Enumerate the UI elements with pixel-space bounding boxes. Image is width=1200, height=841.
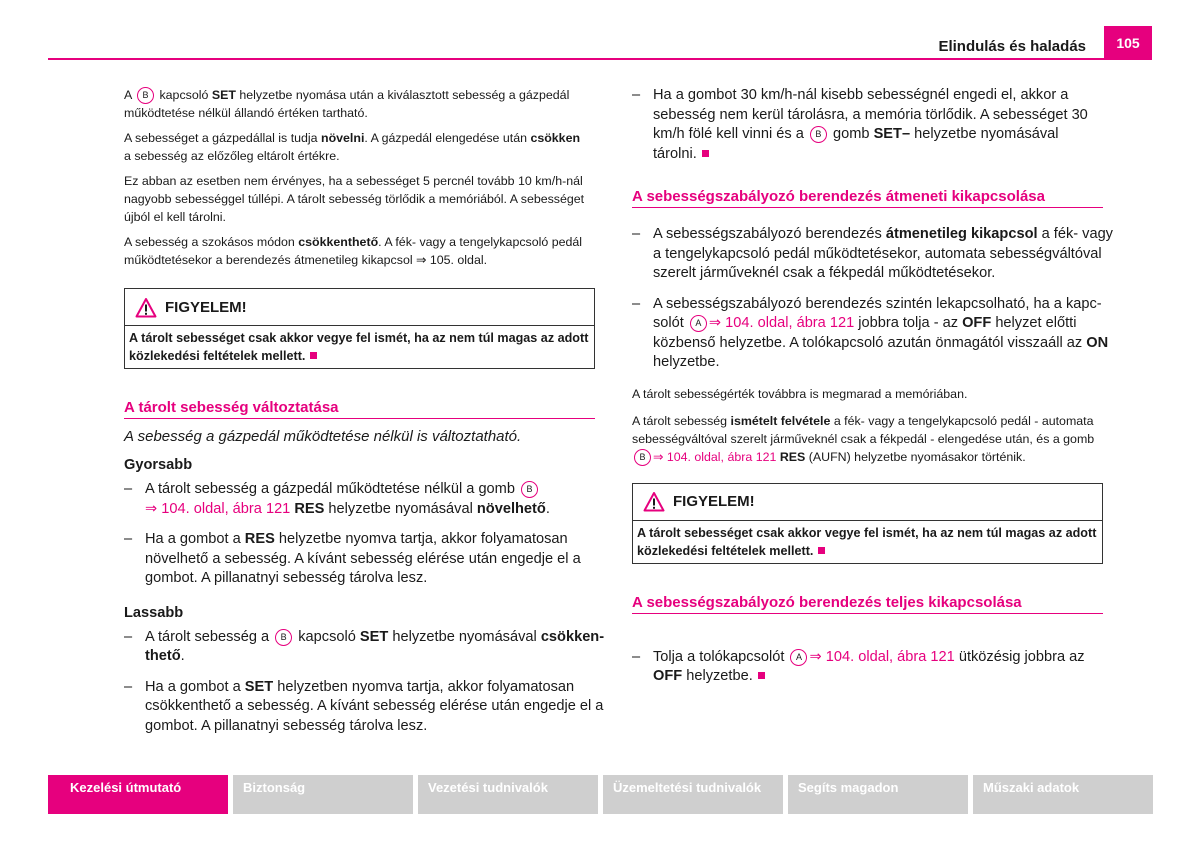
tab-vezetesi-tudnivalok[interactable]: Vezetési tudnivalók [418, 775, 598, 814]
note-memory: A tárolt sebességérték továbbra is megmarad a memóriában. [632, 386, 968, 401]
warning-triangle-icon [135, 297, 157, 318]
stop-square-icon [758, 672, 765, 679]
tab-uzemeltetesi-tudnivalok[interactable]: Üzemeltetési tudnivalók [603, 775, 783, 814]
button-b-icon: B [521, 481, 538, 498]
stop-square-icon [702, 150, 709, 157]
list-item: – Ha a gombot a RES helyzetbe nyomva tartja, akkor folyamatosan növelhető a sebesség. A kívánt sebesség elérése után engedje el a gombot. A pillanatnyi sebesség tárolva lesz. [124, 530, 595, 589]
warning-text: A tárolt sebességet csak akkor vegye fel ismét, ha az nem túl magas az adott közlekedési feltételek mellett. [129, 331, 589, 363]
left-column [124, 86, 605, 747]
intro-paragraph-1: A B kapcsoló SET helyzetbe nyomása után a kiválasztott sebesség a gázpedál működtetése nélkül állandó értéken tartható. [124, 88, 570, 120]
list-item: – Tolja a tolókapcsolót A ⇒ 104. oldal, ábra 121 ütközésig jobbra az OFF helyzetbe. [632, 648, 1103, 687]
intro-paragraph-4: A sebesség a szokásos módon csökkenthető. A fék- vagy a tengelykapcsoló pedál működtetésekor a berendezés átmenetileg kikapcsol ⇒ 105. oldal. [124, 235, 583, 267]
list-item: – Ha a gombot 30 km/h-nál kisebb sebességnél engedi el, akkor a sebesség nem kerül tárolásra, a memória törlődik. A sebességet 30 km/h fölé kell vinni és a B gomb SET– helyzetbe nyomásával tárolni. [632, 86, 1103, 164]
page-number: 105 [1104, 26, 1152, 59]
switch-a-icon: A [690, 315, 707, 332]
tab-muszaki-adatok[interactable]: Műszaki adatok [973, 775, 1153, 814]
button-b-icon: B [137, 87, 154, 104]
tab-biztonsag[interactable]: Biztonság [233, 775, 413, 814]
page-header-title: Elindulás és haladás [938, 38, 1086, 55]
tab-kezelesi-utmutato[interactable]: Kezelési útmutató [48, 775, 228, 814]
chapter-tabs [48, 775, 1153, 814]
list-item: – A tárolt sebesség a gázpedál működtetése nélkül a gomb B ⇒ 104. oldal, ábra 121 RES helyzetbe nyomásával növelhető. [124, 480, 595, 519]
right-column [632, 86, 1113, 698]
warning-header [633, 484, 1102, 521]
section-title-full-off: A sebességszabályozó berendezés teljes kikapcsolása [632, 594, 1103, 614]
button-b-icon: B [634, 449, 651, 466]
warning-box [124, 288, 595, 369]
warning-triangle-icon [643, 491, 665, 512]
section-title-stored-speed-change: A tárolt sebesség változtatása [124, 399, 595, 419]
intro-paragraph-3: Ez abban az esetben nem érvényes, ha a sebességet 5 percnél tovább 10 km/h-nál nagyobb sebességgel túllépi. A tárolt sebesség törlődik a memóriából. A sebességet újból el kell tárolni. [124, 174, 585, 224]
note-resume: A tárolt sebesség ismételt felvétele a fék- vagy a tengelykapcsoló pedál - automata sebességváltóval szerelt járműveknél csak a fékpedál - elengedése után, és a gomb B ⇒ 104. oldal, ábra 121 RES (AUFN) helyzetbe nyomásakor történik. [632, 413, 1095, 464]
list-item: – A sebességszabályozó berendezés szintén lekapcsolható, ha a kapc- solót A ⇒ 104. oldal, ábra 121 jobbra tolja - az OFF helyzet előtti közbenső helyzetbe. A tolókapcsoló azután önmagától visszaáll az ON helyzetbe. [632, 295, 1103, 373]
cross-reference-link[interactable]: ⇒ 104. oldal, ábra 121 [145, 500, 291, 517]
cross-reference-link[interactable]: ⇒ 104. oldal, ábra 121 [708, 315, 855, 331]
stop-square-icon [818, 547, 825, 554]
intro-paragraph-2: A sebességet a gázpedállal is tudja növelni. A gázpedál elengedése után csökken a sebesség az előzőleg eltárolt értékre. [124, 131, 581, 163]
warning-text: A tárolt sebességet csak akkor vegye fel ismét, ha az nem túl magas az adott közlekedési feltételek mellett. [637, 525, 1097, 558]
header-rule [48, 58, 1152, 60]
subheading-gyorsabb: Gyorsabb [124, 457, 193, 473]
cross-reference-link[interactable]: ⇒ 104. oldal, ábra 121 [809, 648, 955, 665]
list-item: – Ha a gombot a SET helyzetben nyomva tartja, akkor folyamatosan csökkenthető a sebesség. A kívánt sebesség elérése után engedje el a gombot. A pillanatnyi sebesség tárolva lesz. [124, 678, 595, 737]
button-b-icon: B [275, 629, 292, 646]
tab-segits-magadon[interactable]: Segíts magadon [788, 775, 968, 814]
section-title-temporary-off: A sebességszabályozó berendezés átmeneti kikapcsolása [632, 188, 1103, 208]
subheading-lassabb: Lassabb [124, 604, 184, 621]
list-item: – A sebességszabályozó berendezés átmenetileg kikapcsol a fék- vagy a tengelykapcsoló pedál működtetésekor, automata sebességváltóval szerelt járműveknél csak a fékpedál működtetésekor. [632, 225, 1103, 284]
section-lead: A sebesség a gázpedál működtetése nélkül is változtatható. [124, 428, 522, 445]
cross-reference-link[interactable]: ⇒ 104. oldal, ábra 121 [653, 449, 777, 464]
warning-label: FIGYELEM! [673, 493, 755, 510]
warning-box [632, 483, 1103, 564]
button-b-icon: B [810, 126, 827, 143]
switch-a-icon: A [790, 649, 807, 666]
warning-header [125, 289, 594, 326]
stop-square-icon [310, 352, 317, 359]
list-item: – A tárolt sebesség a B kapcsoló SET helyzetbe nyomásával csökken- thető. [124, 628, 595, 667]
warning-label: FIGYELEM! [165, 298, 247, 316]
